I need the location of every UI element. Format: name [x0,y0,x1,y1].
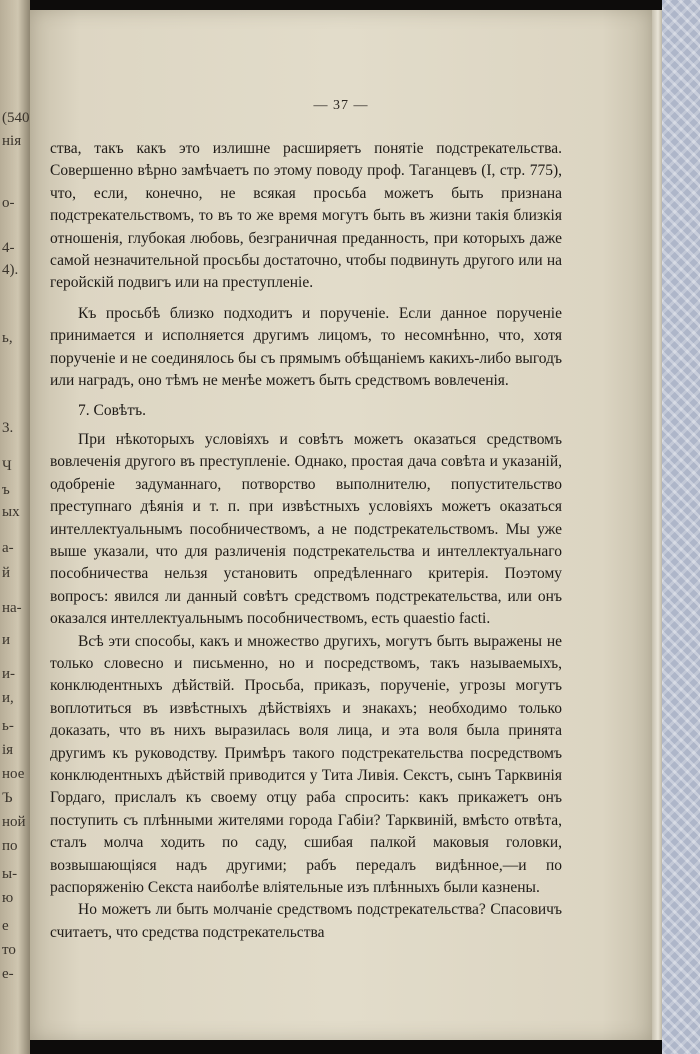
facing-page-fragment: ъ [2,482,10,498]
facing-page-fragment: Ч [2,458,12,474]
facing-page-fragment: ю [2,890,14,906]
book-page [30,10,652,1040]
paragraph-advice: При нѣкоторыхъ условіяхъ и совѣтъ можетъ оказаться средствомъ вовлеченія другого въ преступленіе. Однако, простая дача совѣта и указаній, одобреніе задуманнаго, потворство выполнителю, попустительство преступнаго дѣянія и т. п. при извѣстныхъ условіяхъ можетъ оказаться интеллектуальнымъ пособничествомъ, а не подстрекательствомъ. Мы уже выше указали, что для различенія подстрекательства и интеллектуальнаго пособничества нельзя установить опредѣленнаго критерія. Поэтому вопросъ: явился ли данный совѣтъ средствомъ подстрекательства, или онъ оказался интеллектуальнымъ пособничествомъ, есть quaestio facti. [50,430,562,628]
facing-page-fragment: и- [2,666,16,682]
page-body [50,138,562,944]
paragraph-continuation: ства, такъ какъ это излишне расширяетъ понятіе подстрекательства. Совершенно вѣрно замѣчаетъ по этому поводу проф. Таганцевъ (I, стр. 775), что, если, конечно, не всякая просьба можетъ быть признана подстрекательствомъ, то въ то же время могутъ быть въ жизни такія близкія отношенія, глубокая любовь, безграничная преданность, при которыхъ даже самой незначительной просьбы достаточно, чтобы подвинуть другого или на геройскій подвигъ или на преступленіе. [50,140,562,292]
facing-page-fragment: на- [2,600,22,616]
page-stack-edge [652,10,662,1040]
facing-page-fragment: ь, [2,330,13,346]
facing-page-fragment: ія [2,742,14,758]
facing-page-fragment: ых [2,504,20,520]
paragraph-request-assignment: Къ просьбѣ близко подходитъ и порученіе. Если данное порученіе принимается и исполняется другимъ лицомъ, то несомнѣнно, что, хотя порученіе и не соединялось бы съ прямымъ обѣщаніемъ какихъ-либо выгодъ или наградъ, оно тѣмъ не менѣе можетъ быть средствомъ вовлеченія. [50,304,562,390]
facing-page-fragment: ное [2,766,25,782]
facing-page-fragment: а- [2,540,14,556]
facing-page-fragment: 3. [2,420,14,436]
facing-page-fragment: е [2,918,9,934]
book-cover [662,0,700,1054]
page-number: — 37 — [313,98,369,113]
facing-page-edge [0,0,30,1054]
paragraph-silence: Но можетъ ли быть молчаніе средствомъ подстрекательства? Спасовичъ считаетъ, что средства подстрекательства [50,901,562,941]
facing-page-fragment: и [2,632,11,648]
facing-page-fragment: Ъ [2,790,13,806]
facing-page-fragment: ы- [2,866,18,882]
facing-page-fragment: 4- [2,240,15,256]
facing-page-fragment: о- [2,195,15,211]
facing-page-fragment: и, [2,690,14,706]
facing-page-fragment: е- [2,966,14,982]
facing-page-fragment: (540 [2,110,30,126]
section-heading-advice: 7. Совѣтъ. [78,402,146,420]
paragraph-conclusive-actions: Всѣ эти способы, какъ и множество другихъ, могутъ быть выражены не только словесно и письменно, но и посредствомъ, такъ называемыхъ, конклюдентныхъ дѣйствій. Просьба, приказъ, порученіе, угрозы могутъ воплотиться въ извѣстныхъ дѣйствіяхъ и знакахъ; необходимо только доказать, что въ нихъ выразилась воля лица, и эта воля была принята другимъ къ руководству. Примѣръ такого подстрекательства посредствомъ конклюдентныхъ дѣйствій приводится у Тита Ливія. Секстъ, сынъ Тарквинія Гордаго, прислалъ къ своему отцу раба спросить: какъ прикажетъ онъ поступить съ плѣнными жителями города Габіи? Тарквиній, вмѣсто отвѣта, сталъ молча ходить по саду, сшибая палкой маковыя головки, возвышающіяся надъ другими; рабъ передалъ видѣнное,—и по распоряженію Секста наиболѣе вліятельные изъ плѣнныхъ были казнены. [50,632,562,896]
facing-page-fragment: й [2,565,11,581]
facing-page-fragment: нія [2,133,22,149]
facing-page-fragment: то [2,942,16,958]
facing-page-fragment: по [2,838,18,854]
facing-page-fragment: ь- [2,718,14,734]
facing-page-fragment: ной [2,814,26,830]
facing-page-fragment: 4). [2,262,19,278]
